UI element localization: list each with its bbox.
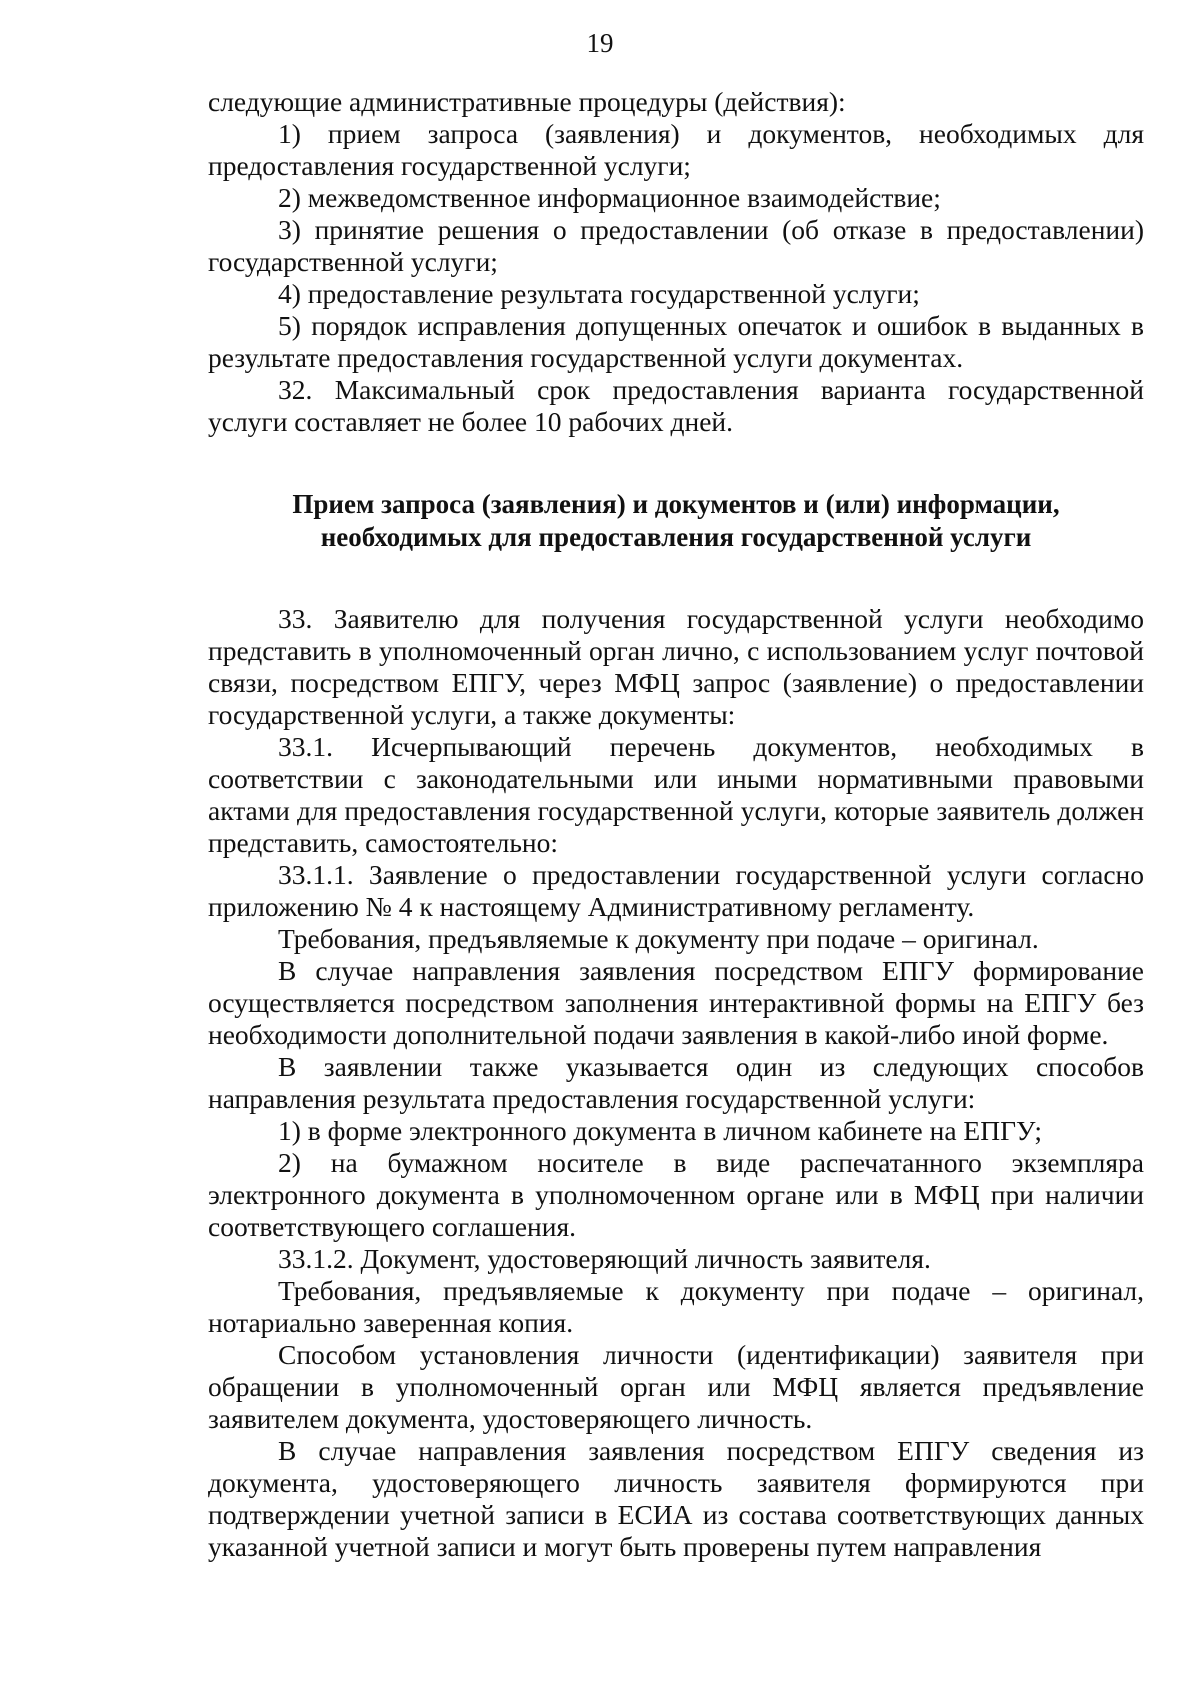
paragraph: Требования, предъявляемые к документу при подаче – оригинал, нотариально заверенная копия. xyxy=(208,1275,1144,1338)
paragraph: 33.1.1. Заявление о предоставлении государственной услуги согласно приложению № 4 к настоящему Административному регламенту. xyxy=(208,859,1144,922)
list-item: 1) прием запроса (заявления) и документов, необходимых для предоставления государственной услуги; xyxy=(208,118,1144,181)
list-item: 3) принятие решения о предоставлении (об отказе в предоставлении) государственной услуги; xyxy=(208,214,1144,277)
paragraph: 33.1. Исчерпывающий перечень документов, необходимых в соответствии с законодательными или иными нормативными правовыми актами для предоставления государственной услуги, которые заявитель должен представить, самостоятельно: xyxy=(208,731,1144,858)
list-item: 1) в форме электронного документа в личном кабинете на ЕПГУ; xyxy=(278,1115,1043,1146)
section-heading: Прием запроса (заявления) и документов и (или) информации, необходимых для предоставления государственной услуги xyxy=(292,489,1060,552)
document-body xyxy=(208,86,1144,1563)
paragraph: 32. Максимальный срок предоставления варианта государственной услуги составляет не более 10 рабочих дней. xyxy=(208,374,1144,437)
list-item: 2) на бумажном носителе в виде распечатанного экземпляра электронного документа в уполномоченном органе или в МФЦ при наличии соответствующего соглашения. xyxy=(208,1147,1144,1242)
paragraph: следующие административные процедуры (действия): xyxy=(208,86,846,117)
list-item: 4) предоставление результата государственной услуги; xyxy=(278,278,920,309)
paragraph: В случае направления заявления посредством ЕПГУ сведения из документа, удостоверяющего личность заявителя формируются при подтверждении учетной записи в ЕСИА из состава соответствующих данных указанной учетной записи и могут быть проверены путем направления xyxy=(208,1435,1144,1562)
paragraph: В заявлении также указывается один из следующих способов направления результата предоставления государственной услуги: xyxy=(208,1051,1144,1114)
page-number: 19 xyxy=(586,28,614,58)
paragraph: В случае направления заявления посредством ЕПГУ формирование осуществляется посредством заполнения интерактивной формы на ЕПГУ без необходимости дополнительной подачи заявления в какой-либо иной форме. xyxy=(208,955,1144,1050)
paragraph: Способом установления личности (идентификации) заявителя при обращении в уполномоченный орган или МФЦ является предъявление заявителем документа, удостоверяющего личность. xyxy=(208,1339,1144,1434)
list-item: 5) порядок исправления допущенных опечаток и ошибок в выданных в результате предоставления государственной услуги документах. xyxy=(208,310,1144,373)
paragraph: Требования, предъявляемые к документу при подаче – оригинал. xyxy=(278,923,1039,954)
paragraph: 33.1.2. Документ, удостоверяющий личность заявителя. xyxy=(278,1243,931,1274)
paragraph: 33. Заявителю для получения государственной услуги необходимо представить в уполномоченный орган лично, с использованием услуг почтовой связи, посредством ЕПГУ, через МФЦ запрос (заявление) о предоставлении государственной услуги, а также документы: xyxy=(208,603,1144,730)
list-item: 2) межведомственное информационное взаимодействие; xyxy=(278,182,941,213)
